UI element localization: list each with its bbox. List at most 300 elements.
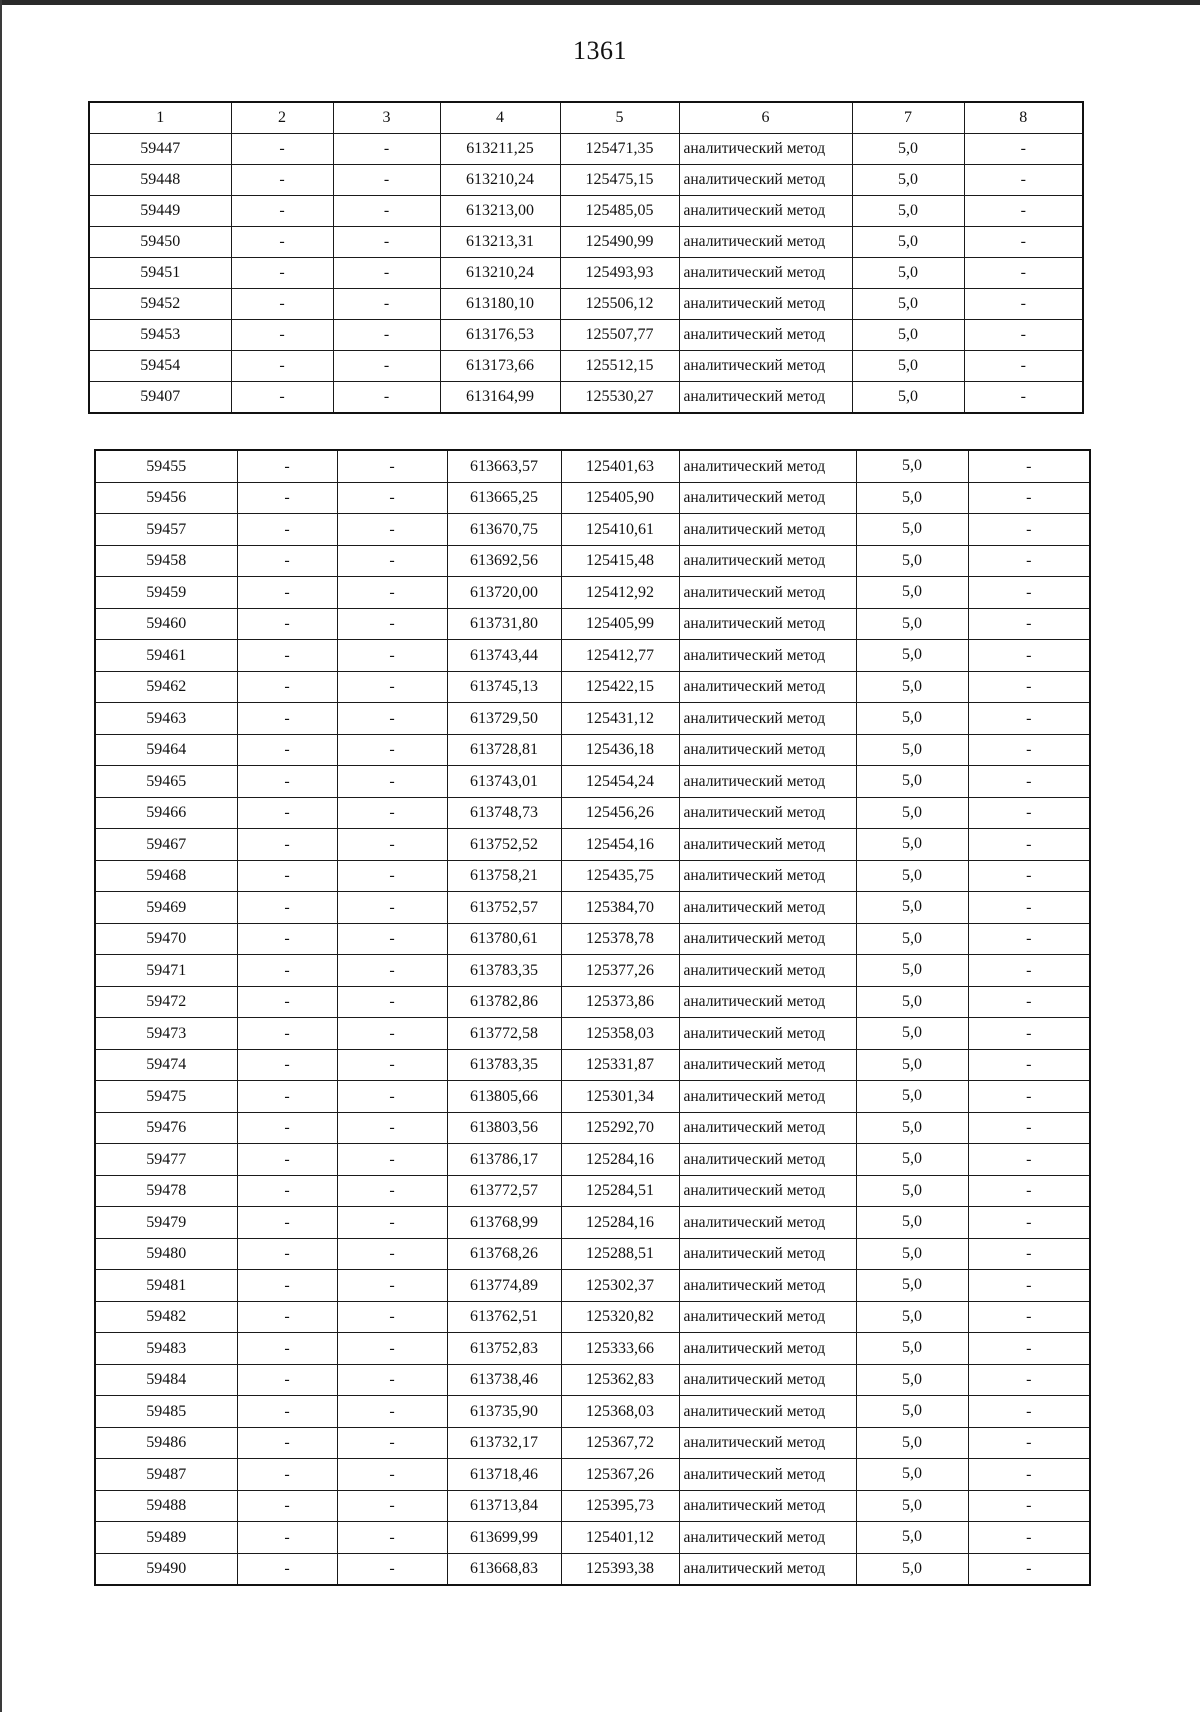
table-cell: 125435,75 [561,860,679,892]
table-cell: 613718,46 [447,1459,561,1491]
table-cell: 125530,27 [560,382,679,414]
table-cell: - [337,860,447,892]
table-cell: - [333,289,440,320]
table-cell: 5,0 [856,734,968,766]
table-cell: аналитический метод [679,165,852,196]
table-cell: 125485,05 [560,196,679,227]
table-cell: аналитический метод [679,258,852,289]
table-cell: аналитический метод [679,514,856,546]
table-cell: 125384,70 [561,892,679,924]
table-cell: 613752,52 [447,829,561,861]
table-cell: - [337,608,447,640]
table-cell: 59468 [95,860,237,892]
table-cell: 613210,24 [440,258,560,289]
table-cell: 613663,57 [447,450,561,482]
header-row [89,102,1083,134]
table-cell: 59485 [95,1396,237,1428]
table-cell: 613735,90 [447,1396,561,1428]
table-cell: 125493,93 [560,258,679,289]
table-cell: 5,0 [852,320,964,351]
table-cell: 5,0 [856,1553,968,1585]
table-cell: 125368,03 [561,1396,679,1428]
table-cell: 613665,25 [447,482,561,514]
table-cell: - [968,671,1090,703]
table-cell: 59455 [95,450,237,482]
table-cell: аналитический метод [679,196,852,227]
table-cell: - [333,134,440,165]
table-cell: - [968,797,1090,829]
table-cell: 5,0 [856,450,968,482]
table-row [89,351,1083,382]
table-cell: 613173,66 [440,351,560,382]
table-row [89,289,1083,320]
table-cell: - [237,986,337,1018]
table-cell: - [968,1144,1090,1176]
table-cell: 613213,00 [440,196,560,227]
table-cell: 125405,90 [561,482,679,514]
page-number: 1361 [573,36,627,65]
table-cell: - [337,1207,447,1239]
table-row [89,227,1083,258]
table-cell: - [237,766,337,798]
table-cell: аналитический метод [679,1207,856,1239]
table-cell: 59483 [95,1333,237,1365]
table-cell: 613805,66 [447,1081,561,1113]
table-cell: 5,0 [856,514,968,546]
table-cell: 613210,24 [440,165,560,196]
table-cell: 125422,15 [561,671,679,703]
table-cell: - [237,1301,337,1333]
table-cell: - [337,986,447,1018]
table-cell: 613211,25 [440,134,560,165]
table-cell: - [968,860,1090,892]
table-row [95,1270,1090,1302]
table-row [95,1238,1090,1270]
table-row [95,1112,1090,1144]
table-cell: аналитический метод [679,892,856,924]
table-cell: 613213,31 [440,227,560,258]
table-cell: аналитический метод [679,608,856,640]
table-cell: - [968,1553,1090,1585]
table-cell: 125471,35 [560,134,679,165]
table-cell: 613180,10 [440,289,560,320]
table-cell: 59481 [95,1270,237,1302]
table-cell: 613752,57 [447,892,561,924]
table-cell: - [964,227,1083,258]
table-cell: 59453 [89,320,231,351]
table-cell: - [337,450,447,482]
table-cell: 613768,99 [447,1207,561,1239]
table-cell: - [237,1081,337,1113]
table-cell: 613774,89 [447,1270,561,1302]
table-cell: - [337,955,447,987]
table-cell: 5,0 [852,351,964,382]
table-cell: аналитический метод [679,545,856,577]
table-row [95,1175,1090,1207]
table-cell: - [237,1459,337,1491]
table-cell: 125367,72 [561,1427,679,1459]
table-cell: - [333,165,440,196]
table-cell: - [968,1459,1090,1491]
table-cell: 59479 [95,1207,237,1239]
table-cell: 59451 [89,258,231,289]
table-cell: 125358,03 [561,1018,679,1050]
table-cell: 613783,35 [447,955,561,987]
table-cell: аналитический метод [679,382,852,414]
table-cell: - [337,892,447,924]
table-cell: аналитический метод [679,1144,856,1176]
table-row [95,1144,1090,1176]
table-cell: 5,0 [856,1049,968,1081]
table-cell: 5,0 [856,955,968,987]
table-cell: 5,0 [856,1522,968,1554]
table-cell: - [237,450,337,482]
table-cell: 613762,51 [447,1301,561,1333]
table-cell: аналитический метод [679,671,856,703]
table-cell: - [968,1333,1090,1365]
table-cell: - [237,671,337,703]
table-cell: - [337,1049,447,1081]
table-cell: 5,0 [856,1396,968,1428]
table-cell: - [968,608,1090,640]
scan-edge-top [0,0,1200,5]
table-cell: 59448 [89,165,231,196]
table-cell: аналитический метод [679,766,856,798]
table-cell: 125331,87 [561,1049,679,1081]
table-cell: 613772,58 [447,1018,561,1050]
table-cell: 125507,77 [560,320,679,351]
table-cell: 613780,61 [447,923,561,955]
table-cell: аналитический метод [679,320,852,351]
table-cell: 59449 [89,196,231,227]
table-cell: 5,0 [856,986,968,1018]
table-cell: 59454 [89,351,231,382]
table-cell: - [237,1144,337,1176]
table-cell: 5,0 [856,1270,968,1302]
table-cell: 5,0 [856,1301,968,1333]
table-cell: - [337,703,447,735]
table-cell: 5,0 [856,1427,968,1459]
table-cell: аналитический метод [679,289,852,320]
table-cell: 5,0 [852,134,964,165]
table-cell: - [237,1522,337,1554]
table-cell: 613768,26 [447,1238,561,1270]
table-row [95,923,1090,955]
table-cell: 125362,83 [561,1364,679,1396]
table-cell: 59480 [95,1238,237,1270]
table-cell: 613732,17 [447,1427,561,1459]
table-cell: аналитический метод [679,923,856,955]
table-cell: аналитический метод [679,134,852,165]
table-cell: 613699,99 [447,1522,561,1554]
table-cell: 59486 [95,1427,237,1459]
table-cell: - [231,227,333,258]
table-cell: аналитический метод [679,1301,856,1333]
table-cell: 125302,37 [561,1270,679,1302]
table-cell: аналитический метод [679,1018,856,1050]
table-cell: аналитический метод [679,577,856,609]
table-cell: - [237,1427,337,1459]
table-cell: - [333,227,440,258]
table-cell: 59487 [95,1459,237,1491]
table-cell: аналитический метод [679,797,856,829]
table-cell: 5,0 [852,382,964,414]
table-cell: аналитический метод [679,1175,856,1207]
table-cell: - [237,482,337,514]
table-cell: 5,0 [856,482,968,514]
table-row [95,1427,1090,1459]
table-cell: 59407 [89,382,231,414]
table-cell: 59489 [95,1522,237,1554]
table-cell: 613752,83 [447,1333,561,1365]
table-cell: - [237,703,337,735]
table-cell: - [968,734,1090,766]
table-cell: 125284,16 [561,1144,679,1176]
table-cell: 59478 [95,1175,237,1207]
table-cell: аналитический метод [679,1333,856,1365]
table-row [95,1301,1090,1333]
table-row [95,640,1090,672]
table-row [95,797,1090,829]
table-cell: аналитический метод [679,955,856,987]
table-cell: - [237,1207,337,1239]
table-cell: 5,0 [856,1364,968,1396]
table-cell: 59473 [95,1018,237,1050]
table-cell: аналитический метод [679,829,856,861]
table-cell: 613786,17 [447,1144,561,1176]
table-cell: - [237,1396,337,1428]
table-cell: аналитический метод [679,1112,856,1144]
table-row [95,1081,1090,1113]
table-cell: 59488 [95,1490,237,1522]
table-cell: - [333,382,440,414]
table-cell: 125367,26 [561,1459,679,1491]
table-row [95,1490,1090,1522]
table-cell: 59490 [95,1553,237,1585]
table-cell: 125401,12 [561,1522,679,1554]
table-cell: 613713,84 [447,1490,561,1522]
table-cell: 613728,81 [447,734,561,766]
table-cell: 59450 [89,227,231,258]
table-row [95,514,1090,546]
table-cell: 125284,16 [561,1207,679,1239]
table-cell: 125454,16 [561,829,679,861]
table-cell: 59464 [95,734,237,766]
table-row [95,671,1090,703]
table-cell: - [968,1081,1090,1113]
table-cell: 125431,12 [561,703,679,735]
table-cell: 59457 [95,514,237,546]
coordinates-table-second [94,449,1091,1586]
table-cell: - [337,1081,447,1113]
coordinates-table-first [88,101,1084,414]
table-cell: 125410,61 [561,514,679,546]
table-cell: аналитический метод [679,1490,856,1522]
table-cell: 5,0 [856,577,968,609]
table-cell: 613743,44 [447,640,561,672]
table-cell: - [964,165,1083,196]
table-cell: 59461 [95,640,237,672]
table-cell: аналитический метод [679,1396,856,1428]
table-row [95,608,1090,640]
table-cell: 5,0 [856,1081,968,1113]
table-row [95,986,1090,1018]
table-cell: аналитический метод [679,860,856,892]
table-cell: - [964,320,1083,351]
table-cell: 59476 [95,1112,237,1144]
table-cell: 5,0 [856,860,968,892]
table-cell: 5,0 [856,1459,968,1491]
table-cell: - [237,1049,337,1081]
table-row [95,1396,1090,1428]
table-cell: - [968,1270,1090,1302]
table-cell: 613772,57 [447,1175,561,1207]
table-cell: 5,0 [856,1333,968,1365]
table-cell: - [237,640,337,672]
table-cell: - [337,829,447,861]
table-cell: 5,0 [856,1175,968,1207]
table-cell: 59472 [95,986,237,1018]
table-cell: - [237,608,337,640]
table-cell: - [231,258,333,289]
table-cell: - [964,289,1083,320]
table-cell: - [237,1364,337,1396]
table-cell: - [237,860,337,892]
table-cell: 613692,56 [447,545,561,577]
table-cell: - [231,382,333,414]
table-cell: - [231,320,333,351]
table-cell: - [337,1490,447,1522]
table-cell: 5,0 [856,1018,968,1050]
table-cell: аналитический метод [679,1238,856,1270]
table-row [89,320,1083,351]
table-cell: - [237,923,337,955]
table-cell: - [968,1018,1090,1050]
table-cell: 5,0 [852,165,964,196]
column-header-6: 6 [679,102,852,134]
table-cell: аналитический метод [679,1270,856,1302]
table-cell: 613745,13 [447,671,561,703]
table-cell: - [237,577,337,609]
table-cell: аналитический метод [679,703,856,735]
table-cell: 613164,99 [440,382,560,414]
table-cell: 5,0 [856,1144,968,1176]
table-row [95,1522,1090,1554]
table-row [95,1553,1090,1585]
table-cell: аналитический метод [679,734,856,766]
table-cell: 613731,80 [447,608,561,640]
table-row [89,165,1083,196]
table-cell: 59465 [95,766,237,798]
table-cell: - [337,482,447,514]
table-row [95,545,1090,577]
table-cell: аналитический метод [679,1364,856,1396]
table-cell: 125506,12 [560,289,679,320]
table-cell: 613748,73 [447,797,561,829]
table-cell: 5,0 [852,289,964,320]
table-cell: 125288,51 [561,1238,679,1270]
table-cell: - [231,165,333,196]
table-cell: - [964,196,1083,227]
table-cell: - [337,671,447,703]
table-cell: 125378,78 [561,923,679,955]
table-cell: 5,0 [852,227,964,258]
table-cell: аналитический метод [679,986,856,1018]
table-cell: 613176,53 [440,320,560,351]
column-header-4: 4 [440,102,560,134]
table-cell: - [337,1427,447,1459]
table-cell: - [968,1112,1090,1144]
table-cell: - [237,1175,337,1207]
column-header-2: 2 [231,102,333,134]
table-row [89,196,1083,227]
table-cell: 59463 [95,703,237,735]
table-row [95,482,1090,514]
table-cell: - [237,1270,337,1302]
table-cell: аналитический метод [679,482,856,514]
table-cell: аналитический метод [679,1427,856,1459]
column-header-8: 8 [964,102,1083,134]
table-cell: - [337,1522,447,1554]
table-cell: - [337,1553,447,1585]
table-cell: аналитический метод [679,1459,856,1491]
table-cell: 5,0 [856,608,968,640]
table-cell: аналитический метод [679,1522,856,1554]
table-cell: - [968,1207,1090,1239]
table-cell: 59477 [95,1144,237,1176]
table-cell: - [237,797,337,829]
table-cell: - [964,382,1083,414]
table-cell: 613738,46 [447,1364,561,1396]
table-cell: - [333,258,440,289]
table-cell: 5,0 [856,640,968,672]
table-cell: 59452 [89,289,231,320]
table-cell: 59462 [95,671,237,703]
table-cell: - [968,545,1090,577]
table-row [95,829,1090,861]
table-cell: - [237,829,337,861]
table-cell: - [237,892,337,924]
table-cell: 125456,26 [561,797,679,829]
table-cell: 59467 [95,829,237,861]
table-cell: 125395,73 [561,1490,679,1522]
table-cell: 5,0 [852,196,964,227]
table-cell: 125393,38 [561,1553,679,1585]
table-cell: 125373,86 [561,986,679,1018]
column-header-7: 7 [852,102,964,134]
table-cell: - [337,1175,447,1207]
table-cell: 613670,75 [447,514,561,546]
table-row [95,703,1090,735]
table-cell: 125454,24 [561,766,679,798]
table-row [95,892,1090,924]
table-cell: аналитический метод [679,1081,856,1113]
table-cell: - [968,577,1090,609]
table-cell: - [968,514,1090,546]
table-row [89,258,1083,289]
table-cell: - [337,577,447,609]
table-row [95,860,1090,892]
table-cell: - [968,829,1090,861]
table-row [95,1049,1090,1081]
table-cell: - [968,1301,1090,1333]
table-cell: - [968,1175,1090,1207]
table-cell: - [237,1018,337,1050]
table-cell: - [337,1018,447,1050]
table-row [95,734,1090,766]
table-cell: - [337,766,447,798]
table-cell: 125292,70 [561,1112,679,1144]
